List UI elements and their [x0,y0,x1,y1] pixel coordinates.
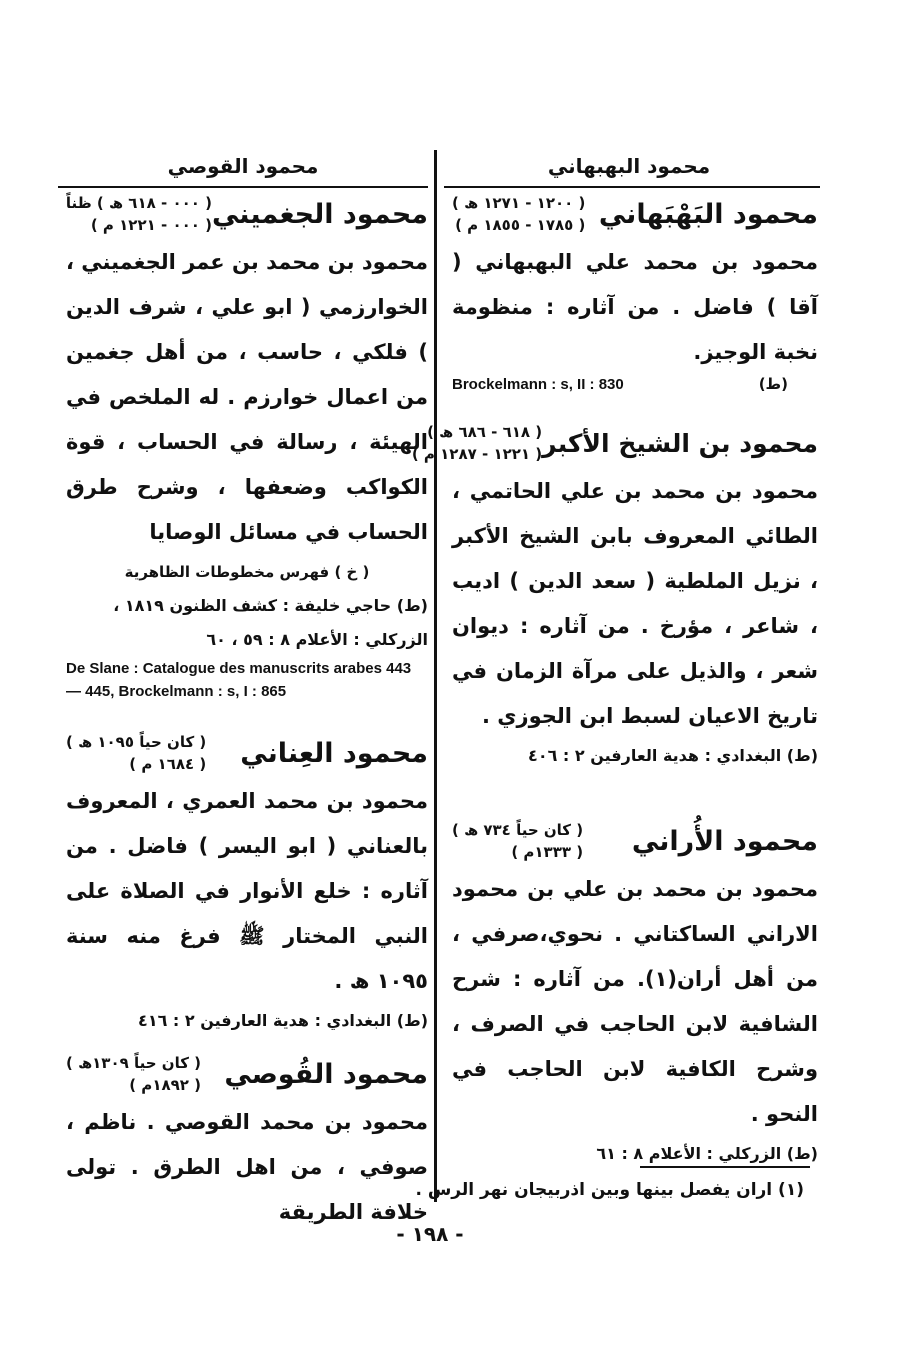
entry-name: محمود البَهْبَهاني [598,198,818,230]
header-rule-left [58,186,428,188]
entry-body: محمود بن محمد القوصي . ناظم ، صوفي ، من اهل الطرق . تولى خلافة الطريقة [66,1110,428,1224]
entry-name: محمود القُوصي [224,1058,428,1090]
entry-heading [411,421,818,465]
entry-dates [452,192,585,236]
entry-heading [66,731,428,775]
entry-qusi [66,1052,428,1235]
footnote: (١) اران يفصل بينها وبين اذربيجان نهر الرس . [415,1180,804,1200]
hijri-date: ( ٠٠٠ - ٦١٨ ھ ) ظناً [65,194,212,212]
footnote-rule [640,1166,810,1168]
entry-arani [452,819,818,1171]
gregorian-date: ( ١٢٢١ - ١٢٨٧ م ) [411,445,543,463]
hijri-date: ( ٦١٨ - ٦٨٦ ھ ) [427,423,543,441]
entry-body: محمود بن محمد بن عمر الجغميني ، الخوارزمي ( ابو علي ، شرف الدين ) فلكي ، حاسب ، من أهل جغمين من اعمال خوارزم . له الملخص في الهيئة ، رسالة في الحساب ، قوة الكواكب وضعفها ، وشرح طرق الحساب في مسائل الوصايا [66,250,428,544]
entry-inani [66,731,428,1038]
entry-name: محمود العِناني [240,737,428,769]
entry-dates [66,731,206,775]
gregorian-date: ( ١٦٨٤ م ) [129,755,207,773]
left-column [66,192,428,1235]
entry-body: محمود بن محمد العمري ، المعروف بالعناني ( ابو اليسر ) فاضل . من آثاره : خلع الأنوار في الصلاة على النبي المختار ﷺ فرغ منه سنة ١٠٩٥ ھ . [66,789,428,993]
entry-bahbahani [452,192,818,393]
print-reference: (ط) حاجي خليفة : كشف الظنون ١٨١٩ ، [113,596,428,615]
hijri-date: ( كان حياً ١٣٠٩ھ ) [66,1054,202,1072]
running-header-left: محمود القوصي [167,154,319,178]
entry-name: محمود الجغميني [211,198,428,230]
running-header-right: محمود البهبهاني [547,154,711,178]
column-divider [434,150,437,1202]
entry-reference: (ط) البغدادي : هدية العارفين ٢ : ٤١٦ [138,1011,428,1030]
entry-body: محمود بن محمد بن علي الحاتمي ، الطائي المعروف بابن الشيخ الأكبر ، نزيل الملطية ( سعد الدين ) اديب ، شاعر ، مؤرخ . من آثاره : ديوان شعر ، والذيل على مرآة الزمان في تاريخ الاعيان لسبط ابن الجوزي . [452,479,818,728]
print-reference-cont: الزركلي : الأعلام ٨ : ٥٩ ، ٦٠ [206,630,428,649]
gregorian-date: ( ١٣٣٣م ) [511,843,584,861]
entry-heading [66,1052,428,1096]
entry-heading [452,192,818,236]
entry-dates [66,192,212,236]
entry-reference [452,375,818,393]
gregorian-date: ( ١٧٨٥ - ١٨٥٥ م ) [455,216,586,234]
manuscript-reference: ( خ ) فهرس مخطوطات الظاهرية [124,563,370,581]
entry-name: محمود الأُراني [631,825,818,857]
entry-body: محمود بن محمد بن علي بن محمود الاراني الساكتاني . نحوي،صرفي ، من أهل أران(١). من آثاره : شرح الشافية لابن الحاجب في الصرف ، وشرح الكافية لابن الحاجب في النحو . [452,877,818,1126]
latin-reference: Brockelmann : s, II : 830 [452,375,624,393]
header-rule-right [444,186,820,188]
entry-ibn-shaykh-akbar [411,421,818,773]
right-column [411,192,818,1171]
entry-dates [452,819,583,863]
hijri-date: ( كان حياً ٧٣٤ ھ ) [452,821,584,839]
entry-heading [452,819,818,863]
reference-mark: (ط) [758,375,788,393]
page-number: - ١٩٨ - [396,1222,464,1246]
hijri-date: ( كان حياً ١٠٩٥ ھ ) [66,733,207,751]
entry-jaghmini [66,192,428,703]
entry-body: محمود بن محمد علي البهبهاني ( آقا ) فاضل . من آثاره : منظومة نخبة الوجيز. [452,250,818,364]
entry-dates [66,1052,201,1096]
hijri-date: ( ١٢٠٠ - ١٢٧١ ھ ) [452,194,586,212]
latin-reference: De Slane : Catalogue des manuscrits arabes 443 — 445, Brockelmann : s, I : 865 [66,660,412,700]
entry-name: محمود بن الشيخ الأكبر [542,428,818,458]
entry-reference: (ط) البغدادي : هدية العارفين ٢ : ٤٠٦ [528,746,818,765]
gregorian-date: ( ٠٠٠ - ١٢٢١ م ) [90,216,212,234]
gregorian-date: ( ١٨٩٢م ) [129,1076,202,1094]
entry-heading [66,192,428,236]
entry-reference: (ط) الزركلي : الأعلام ٨ : ٦١ [596,1144,818,1163]
entry-dates [412,421,542,465]
